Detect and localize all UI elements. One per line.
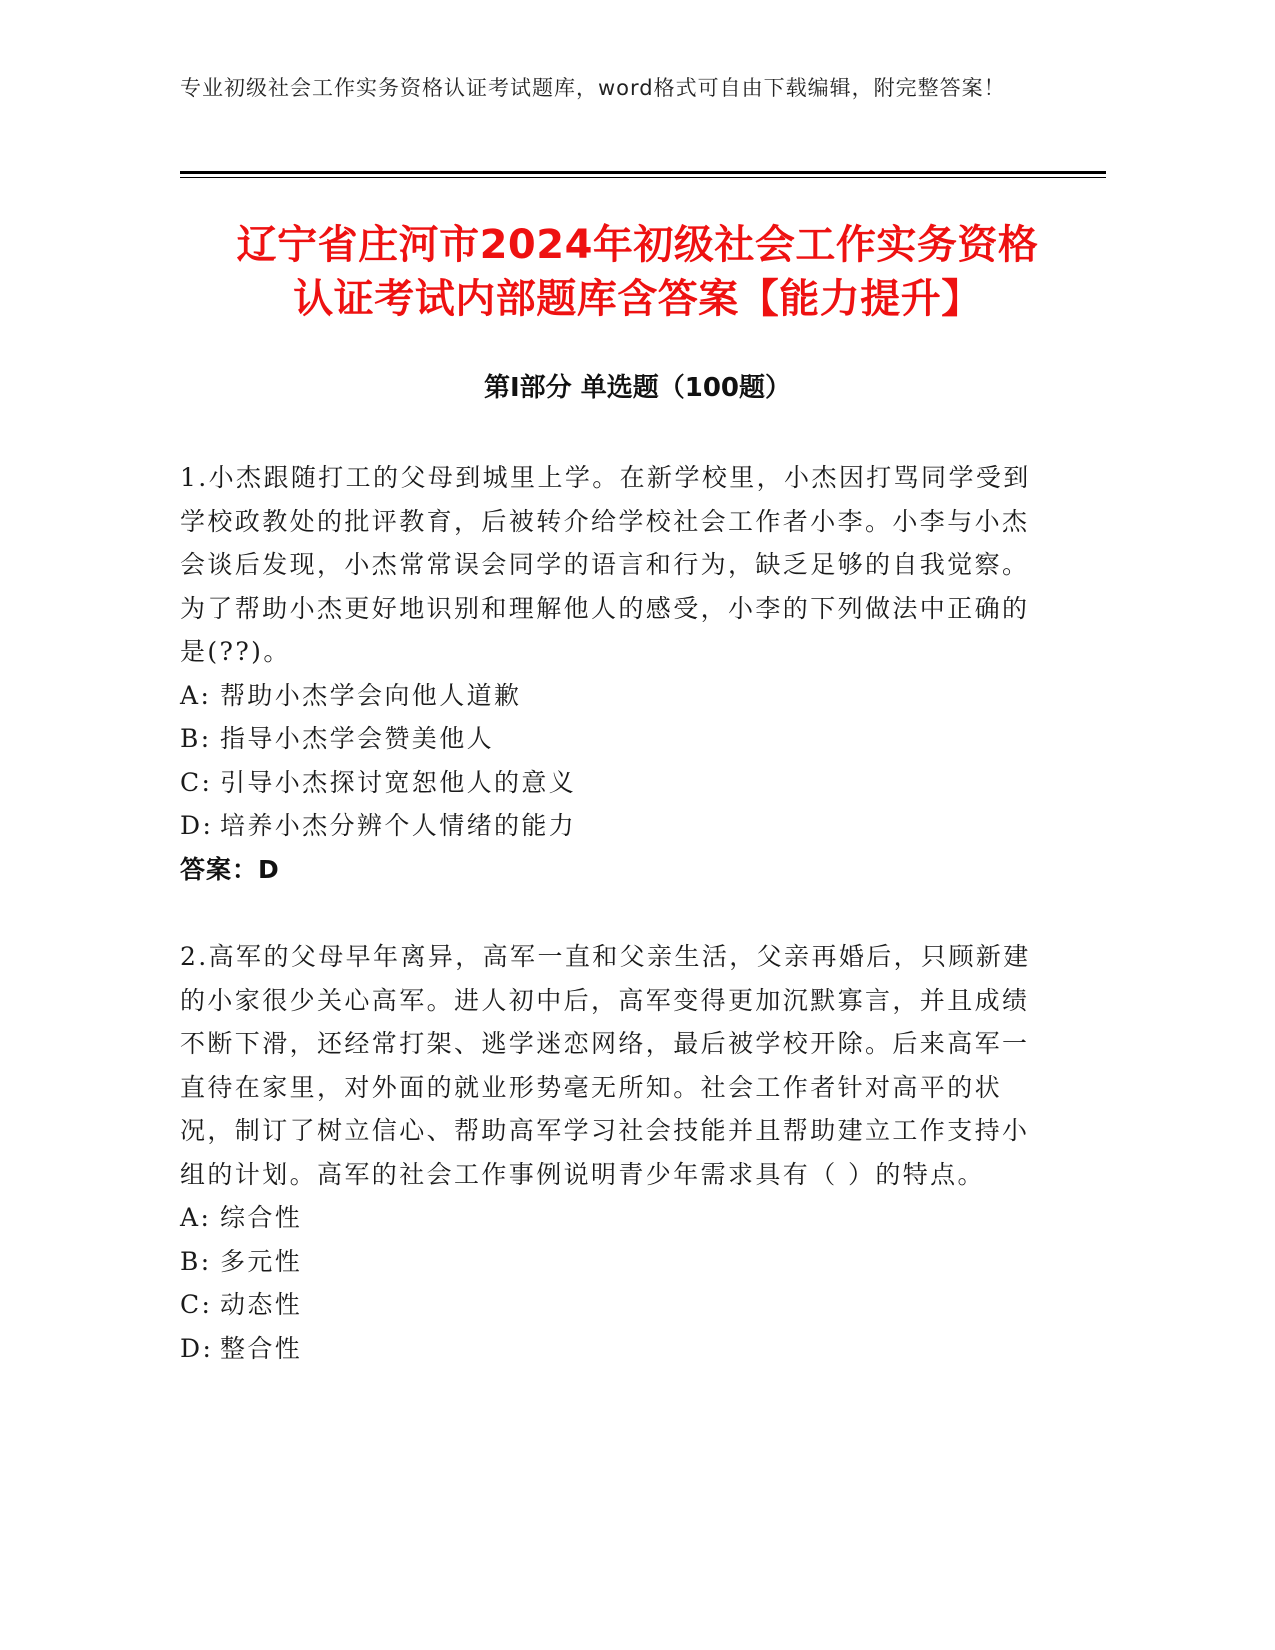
option-text: 动态性 [220,1290,303,1319]
option-a [180,1196,1040,1240]
option-letter: C: [180,767,213,797]
header-rule-thin [180,177,1106,178]
header-rule-thick [180,171,1106,174]
option-letter: B: [180,1246,212,1276]
option-d [180,804,1040,848]
option-d [180,1327,1040,1371]
title-line-1: 辽宁省庄河市2024年初级社会工作实务资格 [236,222,1039,268]
option-b [180,1240,1040,1284]
option-c [180,761,1040,805]
question-1 [180,456,1040,891]
option-text: 综合性 [220,1203,303,1232]
option-b [180,717,1040,761]
option-text: 多元性 [220,1246,303,1276]
option-text: 帮助小杰学会向他人道歉 [220,680,522,710]
document-title [150,218,1125,326]
option-letter: D: [180,811,214,840]
option-letter: B: [180,724,212,753]
answer-line: 答案：D [180,854,280,884]
option-a [180,674,1040,718]
option-letter: A: [180,680,212,710]
option-letter: C: [180,1290,213,1319]
option-text: 指导小杰学会赞美他人 [220,724,495,753]
option-text: 引导小杰探讨宽恕他人的意义 [220,767,577,797]
option-text: 整合性 [220,1333,303,1363]
option-letter: D: [180,1333,214,1363]
section-title: 第Ⅰ部分 单选题（100题） [484,373,791,403]
question-stem: 2.高军的父母早年离异，高军一直和父亲生活，父亲再婚后，只顾新建的小家很少关心高军。进人初中后，高军变得更加沉默寡言，并且成绩不断下滑，还经常打架、逃学迷恋网络，最后被学校开除。后来高军一直待在家里，对外面的就业形势毫无所知。社会工作者针对高平的状况，制订了树立信心、帮助高军学习社会技能并且帮助建立工作支持小组的计划。高军的社会工作事例说明青少年需求具有（ ）的特点。 [180,942,1031,1189]
option-c [180,1283,1040,1327]
question-2 [180,935,1040,1370]
option-text: 培养小杰分辨个人情绪的能力 [220,811,577,840]
title-line-2: 认证考试内部题库含答案【能力提升】 [293,276,982,322]
question-stem: 1.小杰跟随打工的父母到城里上学。在新学校里，小杰因打骂同学受到学校政教处的批评教育，后被转介给学校社会工作者小李。小李与小杰会谈后发现，小杰常常误会同学的语言和行为，缺乏足够的自我觉察。为了帮助小杰更好地识别和理解他人的感受，小李的下列做法中正确的是(??)。 [180,463,1031,666]
header-note: 专业初级社会工作实务资格认证考试题库，word格式可自由下载编辑，附完整答案！ [180,76,1006,100]
option-letter: A: [180,1203,212,1232]
